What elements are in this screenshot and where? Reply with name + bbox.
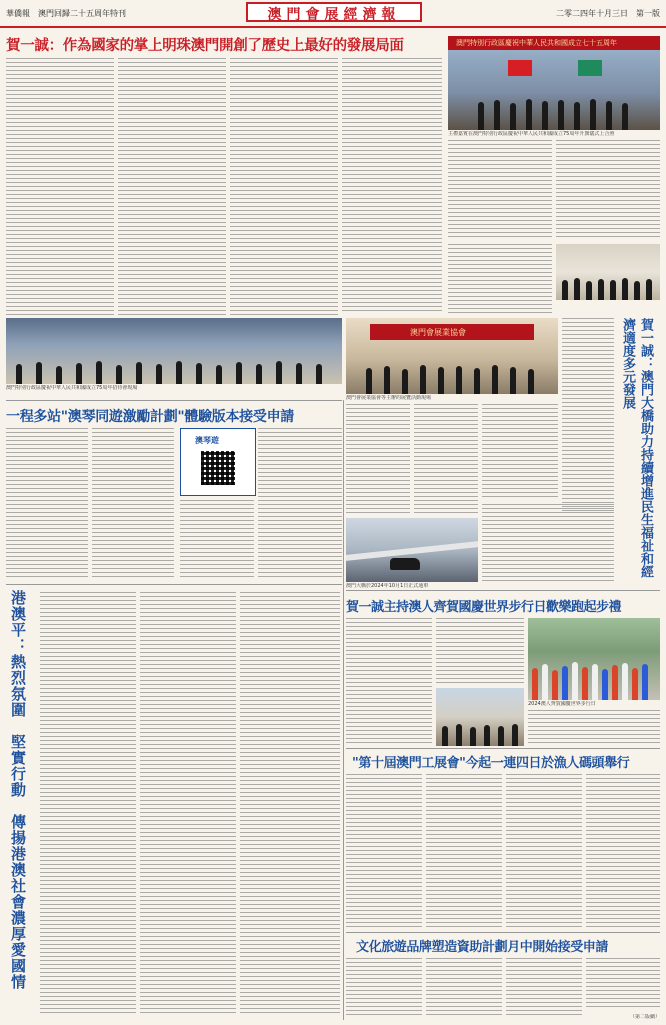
top-photo2-caption: 主禮嘉賓在澳門特別行政區慶祝中華人民共和國成立75周年升旗儀式上合照	[448, 131, 615, 137]
divider-2	[6, 584, 342, 585]
masthead-title-text: 澳門會展經濟報	[267, 7, 401, 23]
divider-1	[6, 400, 342, 401]
macau-flag-icon	[578, 60, 602, 76]
top-text-col-6	[556, 140, 660, 240]
industrial-text-col-4	[586, 774, 660, 928]
walk-text-col-1	[346, 618, 432, 746]
tourism-text-col-3	[506, 958, 582, 1018]
tourism-headline: 文化旅遊品牌塑造資助計劃月中開始接受申請	[356, 940, 609, 955]
piano-text-col-2	[92, 428, 174, 578]
top-text-col-4	[342, 58, 442, 312]
industrial-text-col-3	[506, 774, 582, 928]
bridge-photo	[346, 518, 478, 582]
hk-text-col-2	[140, 592, 236, 1016]
piano-text-col-1	[6, 428, 88, 578]
industrial-text-col-1	[346, 774, 422, 928]
masthead-rule	[0, 26, 666, 28]
bridge-caption: 澳門大橋於2024年10月1日正式通車	[346, 583, 429, 589]
car-icon	[390, 558, 420, 570]
top-headline: 賀一誠：作為國家的掌上明珠澳門開創了歷史上最好的發展局面	[6, 38, 404, 54]
top-text-col-7	[448, 244, 552, 316]
top-photo-flag-ceremony	[448, 36, 660, 130]
exhibition-text-col-3	[482, 404, 558, 500]
top-photo-people	[478, 96, 638, 130]
hk-text-col-1	[40, 592, 136, 1016]
walk-photo-runners	[528, 618, 660, 700]
right-vertical-headline-text: 賀一誠：澳門大橋助力持續增進民生福祉和經濟適度多元發展	[620, 318, 653, 578]
top-photo-banner-text: 澳門特別行政區慶祝中華人民共和國成立七十五周年	[456, 39, 617, 47]
walk-photo-stage	[436, 688, 524, 746]
divider-5	[346, 932, 660, 933]
hk-vertical-headline-text: 港澳平：熱烈氛圍 堅實行動 傳揚港澳社會濃厚愛國情	[9, 590, 27, 990]
top-text-col-3	[230, 58, 338, 316]
masthead	[0, 0, 666, 26]
right-text-col-1	[562, 318, 614, 514]
piano-brand-text: 澳琴遊	[195, 436, 219, 445]
top-text-col-1	[6, 58, 114, 316]
top-text-col-5	[448, 140, 552, 240]
tourism-text-col-4	[586, 958, 660, 1010]
piano-text-col-4	[258, 428, 342, 578]
divider-3	[346, 590, 660, 591]
top-text-col-2	[118, 58, 226, 316]
masthead-right-text: 二零二四年十月三日 第一版	[556, 9, 660, 18]
right-vertical-headline	[618, 318, 660, 578]
divider-4	[346, 748, 660, 749]
masthead-left-text: 華僑報 澳門回歸二十五周年特刊	[6, 9, 126, 18]
masthead-title	[246, 2, 422, 22]
china-flag-icon	[508, 60, 532, 76]
top-photo-banner	[448, 36, 660, 50]
hk-text-col-3	[240, 592, 340, 1016]
industrial-text-col-2	[426, 774, 502, 928]
tourism-text-col-1	[346, 958, 422, 1018]
exhibition-text-col-1	[346, 404, 410, 514]
exhibition-text-col-2	[414, 404, 478, 514]
tourism-text-col-2	[426, 958, 502, 1018]
right-text-col-2	[482, 504, 614, 582]
walk-text-col-3	[528, 710, 660, 746]
top-photo1-caption: 澳門特別行政區慶祝中華人民共和國成立75周年招待會現場	[6, 385, 138, 391]
walk-headline: 賀一誠主持澳人齊賀國慶世界步行日歡樂跑起步禮	[346, 600, 622, 615]
top-photo-banquet	[6, 318, 342, 384]
industrial-headline: "第十屆澳門工展會"今起一連四日於漁人碼頭舉行	[352, 756, 630, 771]
walk-caption: 2024澳人齊賀國慶世界步行日	[528, 701, 596, 707]
qr-code-icon	[201, 451, 235, 485]
footer-continued: （第二版續）	[629, 1014, 660, 1020]
piano-brand-card	[180, 428, 256, 496]
hk-vertical-headline	[6, 590, 36, 1020]
top-photo-group	[556, 244, 660, 300]
exhibition-banner-text: 澳門會展業協會	[410, 328, 466, 337]
divider-vertical	[343, 400, 344, 1020]
piano-text-col-3	[180, 500, 254, 578]
exhibition-caption: 澳門會展業協會等主辦的展覽活動現場	[346, 395, 432, 401]
exhibition-banner	[370, 324, 534, 340]
exhibition-photo	[346, 318, 558, 394]
walk-text-col-2	[436, 618, 524, 684]
piano-headline: 一程多站"澳琴同遊激勵計劃"體驗版本接受申請	[6, 409, 294, 425]
